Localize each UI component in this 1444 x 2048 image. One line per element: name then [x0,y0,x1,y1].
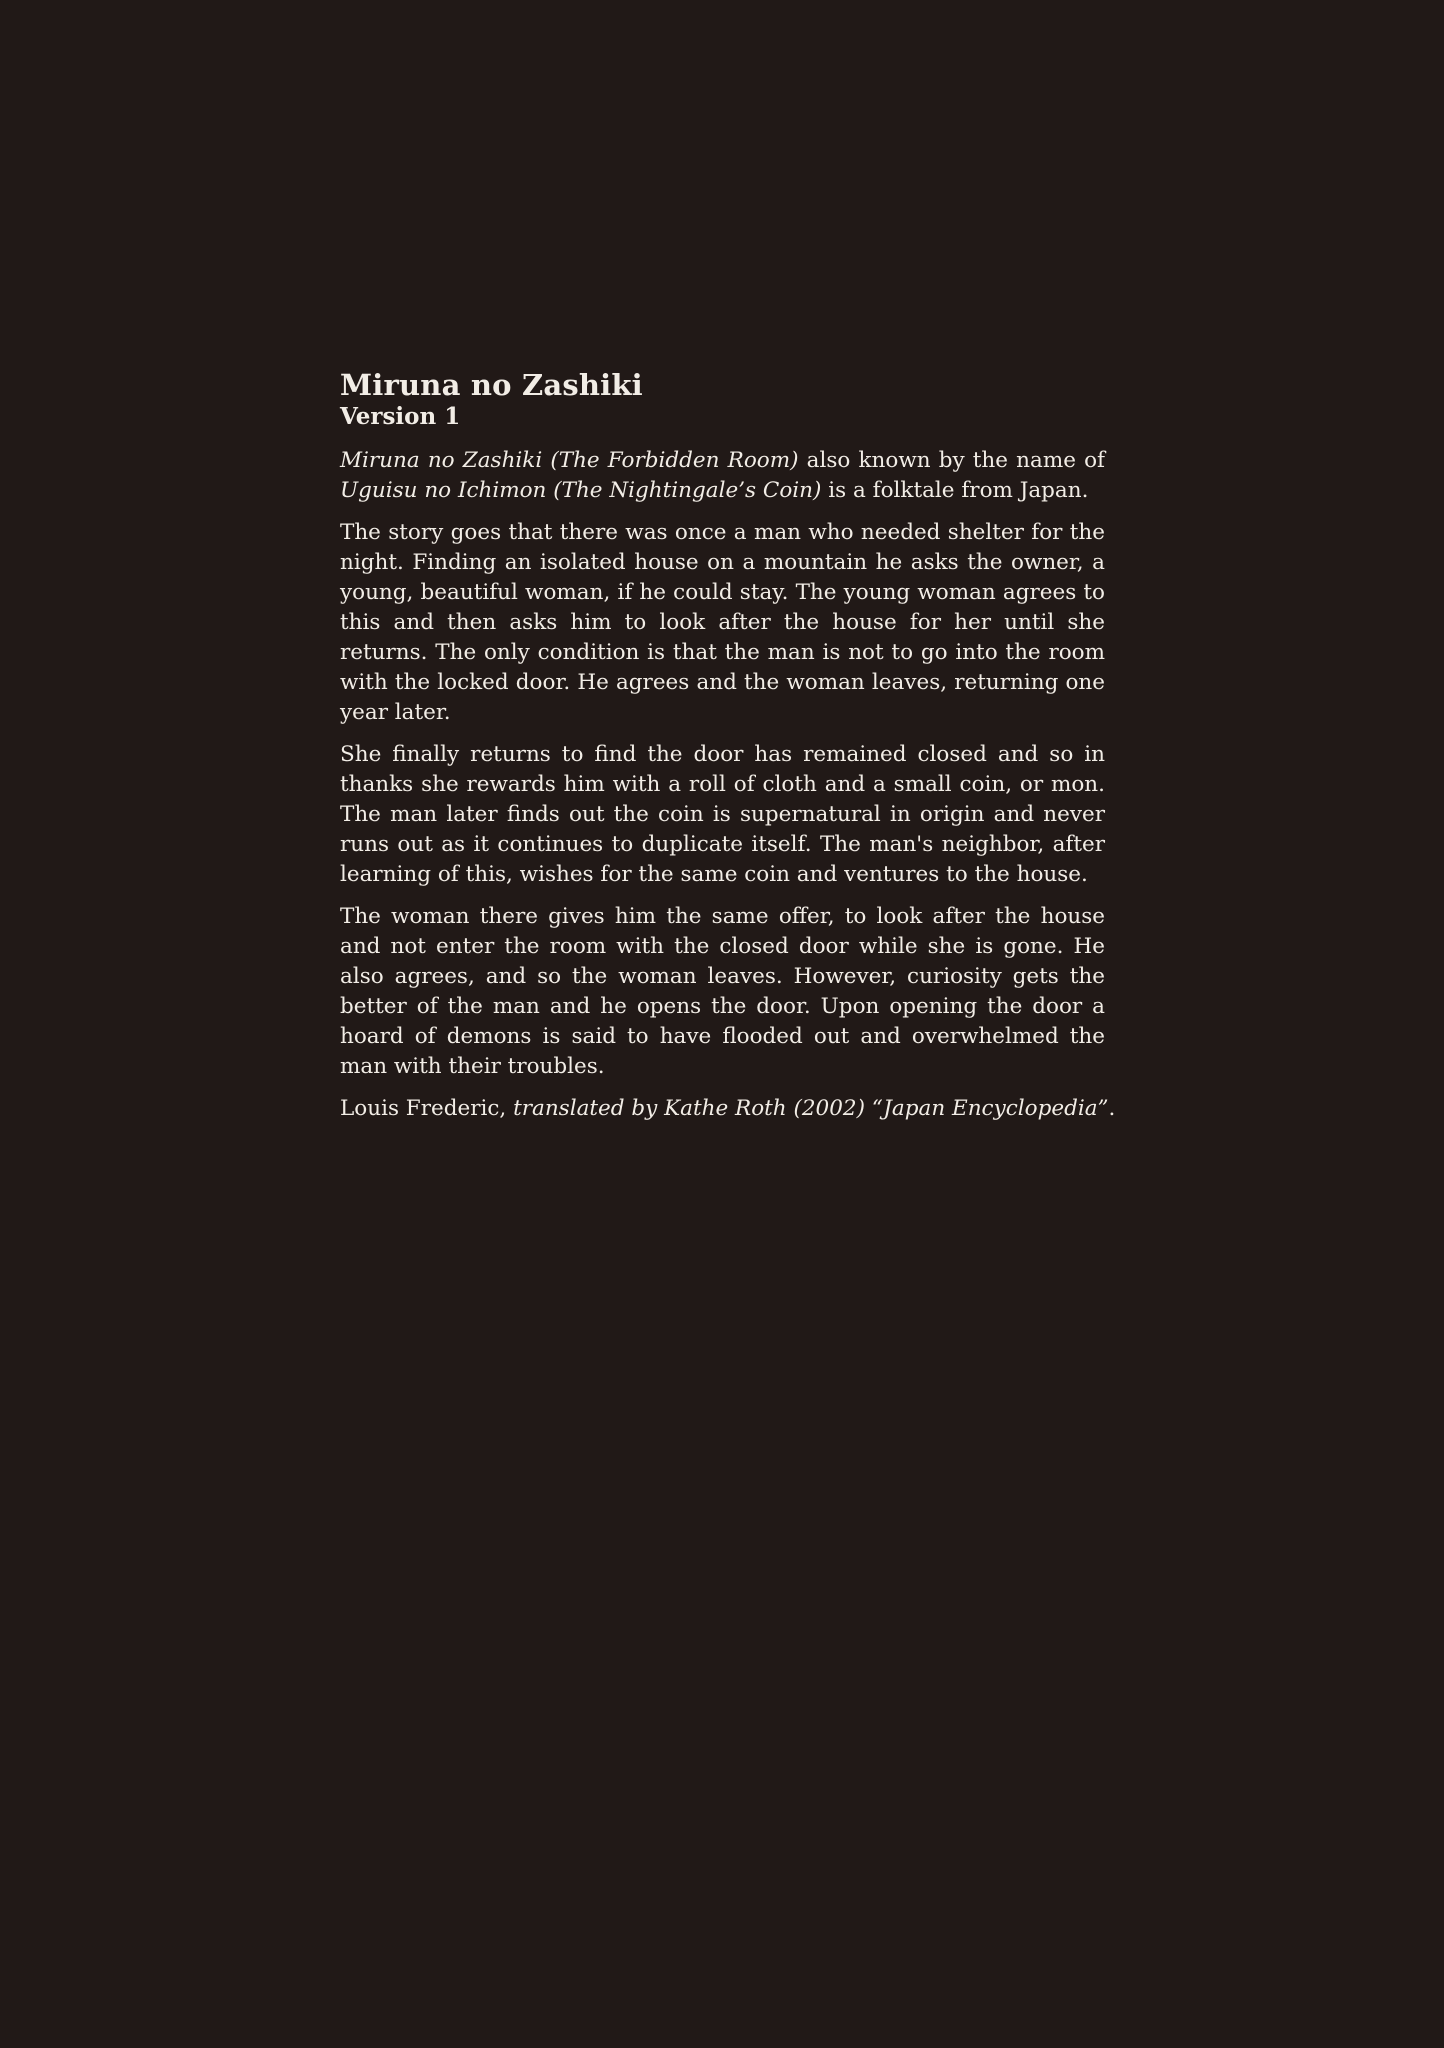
story-paragraph-3: The woman there gives him the same offer, to look after the house and not enter the room with the closed door while she is gone. He also agrees, and so the woman leaves. However, curiosity gets the better of the man and he opens the door. Upon opening the door a hoard of demons is said to have flooded out and overwhelmed the man with their troubles. [340,904,1105,1079]
intro-paragraph [340,446,1105,506]
citation [340,1094,1116,1124]
intro-title-italic: Miruna no Zashiki (The Forbidden Room) [340,448,799,473]
intro-text-2: is a folktale from Japan. [821,478,1089,503]
intro-alt-title-italic: Uguisu no Ichimon (The Nightingale’s Coin) [340,478,822,503]
document-page [340,368,1116,1124]
citation-source: translated by Kathe Roth (2002) “Japan Encyclopedia” [513,1096,1109,1121]
story-paragraph-2: She finally returns to find the door has remained closed and so in thanks she rewards him with a roll of cloth and a small coin, or mon. The man later finds out the coin is supernatural in origin and never runs out as it continues to duplicate itself. The man's neighbor, after learning of this, wishes for the same coin and ventures to the house. [340,742,1105,887]
document-title: Miruna no Zashiki [340,368,643,402]
document-subtitle: Version 1 [340,403,461,430]
story-paragraph-1: The story goes that there was once a man who needed shelter for the night. Finding an isolated house on a mountain he asks the owner, a young, beautiful woman, if he could stay. The young woman agrees to this and then asks him to look after the house for her until she returns. The only condition is that the man is not to go into the room with the locked door. He agrees and the woman leaves, returning one year later. [340,520,1105,725]
intro-text-1: also known by the name of [798,448,1105,473]
citation-author: Louis Frederic, [340,1096,514,1121]
citation-end: . [1108,1096,1116,1121]
